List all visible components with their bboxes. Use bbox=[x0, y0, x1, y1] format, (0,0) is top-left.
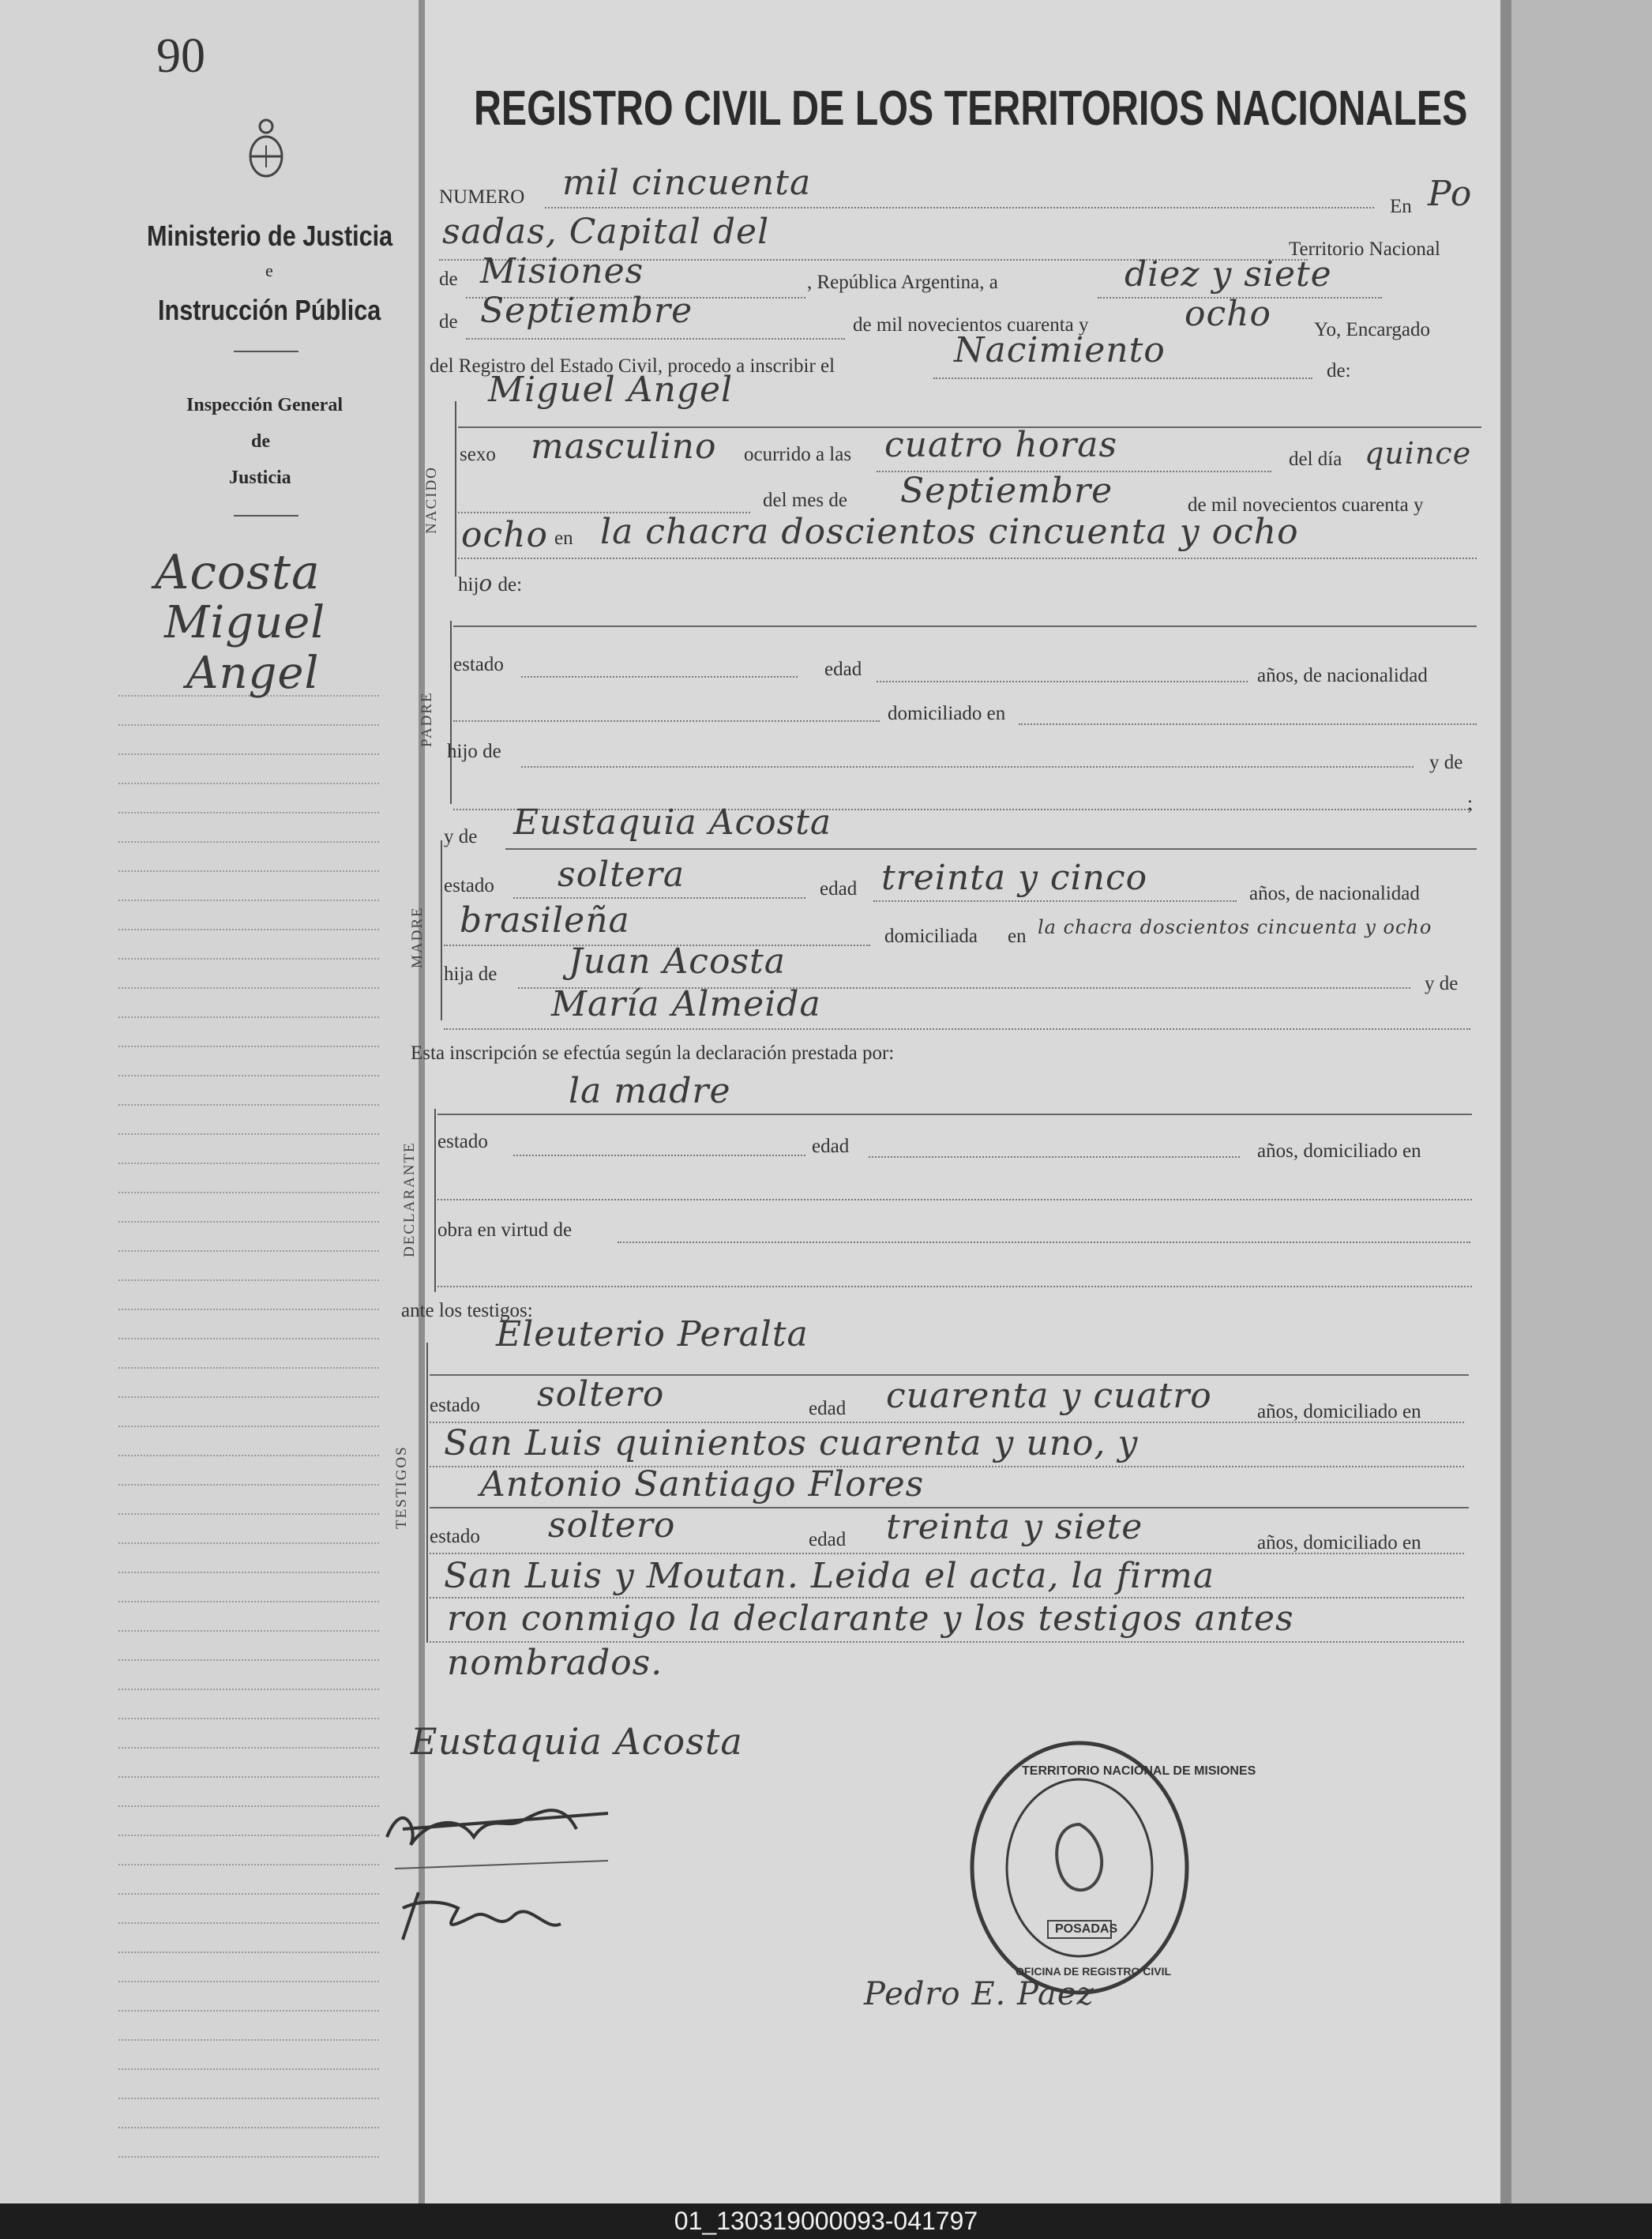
ruled-line bbox=[118, 1922, 379, 1924]
ruled-line bbox=[118, 1455, 379, 1456]
numero-value: mil cincuenta bbox=[562, 163, 812, 203]
solid-line bbox=[505, 848, 1477, 850]
dotted-line bbox=[933, 378, 1312, 379]
dotted-line bbox=[1019, 723, 1477, 725]
coat-of-arms-icon bbox=[246, 118, 286, 178]
padre-estado-label: estado bbox=[453, 654, 504, 675]
madre-edad-value: treinta y cinco bbox=[881, 858, 1148, 898]
anio-text: de mil novecientos cuarenta y bbox=[1188, 494, 1424, 516]
ruled-line bbox=[118, 1279, 379, 1281]
left-margin bbox=[0, 0, 419, 2203]
ruled-line bbox=[118, 1835, 379, 1836]
yo-text: Yo, Encargado bbox=[1314, 319, 1430, 340]
madre-y-de-label: y de bbox=[444, 826, 478, 847]
hora-value: cuatro horas bbox=[884, 425, 1118, 465]
month-value: Septiembre bbox=[480, 291, 693, 331]
place-value: sadas, Capital del bbox=[442, 212, 770, 252]
en-label: En bbox=[1390, 196, 1412, 217]
ruled-line bbox=[118, 870, 379, 872]
ruled-line bbox=[118, 1221, 379, 1223]
margin-given-name-2: Angel bbox=[186, 648, 320, 699]
stamp-text-top: TERRITORIO NACIONAL DE MISIONES bbox=[1022, 1764, 1256, 1778]
testigo1-edad-value: cuarenta y cuatro bbox=[886, 1376, 1212, 1416]
officer-signature: Pedro E. Paez bbox=[864, 1976, 1094, 2012]
ruled-line bbox=[118, 1718, 379, 1719]
madre-estado-label: estado bbox=[444, 875, 494, 896]
padre-domiciliado-label: domiciliado en bbox=[888, 703, 1006, 724]
ruled-line bbox=[118, 2068, 379, 2070]
nacido-bracket bbox=[455, 401, 456, 577]
ocurrido-label: ocurrido a las bbox=[744, 444, 852, 465]
ruled-line bbox=[118, 1396, 379, 1398]
dotted-line bbox=[430, 1553, 1464, 1554]
ruled-line bbox=[118, 1893, 379, 1895]
testigo1-domicilio: San Luis quinientos cuarenta y uno, y bbox=[444, 1423, 1139, 1463]
ruled-line bbox=[118, 2098, 379, 2099]
year-text: de mil novecientos cuarenta y bbox=[853, 314, 1089, 336]
registro-text: del Registro del Estado Civil, procedo a inscribir el bbox=[430, 355, 835, 377]
hijo-de-label: de: bbox=[497, 574, 523, 595]
madre-nacionalidad: brasileña bbox=[460, 900, 630, 941]
testigos-bracket bbox=[426, 1343, 428, 1643]
madre-edad-label: edad bbox=[820, 878, 858, 900]
ruled-line bbox=[118, 1426, 379, 1427]
ruled-line bbox=[118, 1864, 379, 1865]
ruled-line bbox=[118, 753, 379, 755]
ruled-line bbox=[118, 958, 379, 960]
inspection-line3: Justicia bbox=[229, 468, 291, 488]
witness-signatures bbox=[371, 1782, 632, 1955]
dotted-line bbox=[437, 1286, 1472, 1287]
day-value: diez y siete bbox=[1124, 254, 1332, 295]
nacido-en-label: en bbox=[554, 528, 573, 549]
ruled-line bbox=[118, 1016, 379, 1018]
madre-domicilio: la chacra doscientos cincuenta y ocho bbox=[1038, 916, 1432, 938]
ruled-line bbox=[118, 1338, 379, 1339]
mes-label: del mes de bbox=[763, 490, 847, 511]
testigos-section-label: TESTIGOS bbox=[393, 1445, 410, 1529]
testigo2-edad-label: edad bbox=[809, 1529, 847, 1550]
ministry-line2: e bbox=[265, 261, 273, 280]
del-dia-label: del día bbox=[1289, 449, 1342, 470]
padre-anios-label: años, de nacionalidad bbox=[1257, 665, 1428, 686]
testigo2-estado-label: estado bbox=[430, 1526, 480, 1547]
stamp-text-bottom: OFICINA DE REGISTRO CIVIL bbox=[1016, 1965, 1172, 1978]
de2-label: de bbox=[439, 311, 458, 332]
madre-domiciliada-label: domiciliada bbox=[884, 926, 978, 947]
padre-y-de-label: y de bbox=[1429, 752, 1463, 773]
ruled-line bbox=[118, 1659, 379, 1661]
testigo2-name: Antonio Santiago Flores bbox=[480, 1464, 925, 1505]
closing-line-3: nombrados. bbox=[447, 1643, 663, 1683]
ruled-line bbox=[118, 1981, 379, 1982]
ruled-line bbox=[118, 1309, 379, 1310]
ministry-line3: Instrucción Pública bbox=[158, 294, 381, 326]
ruled-line bbox=[118, 1776, 379, 1778]
dotted-line bbox=[437, 1199, 1472, 1200]
ruled-line bbox=[118, 724, 379, 726]
padre-section-label: PADRE bbox=[419, 691, 435, 747]
page-edge-line bbox=[1500, 0, 1511, 2203]
page-number: 90 bbox=[156, 29, 205, 83]
testigo1-name: Eleuterio Peralta bbox=[496, 1314, 809, 1354]
madre-anios-label: años, de nacionalidad bbox=[1249, 883, 1420, 904]
ruled-line bbox=[118, 1952, 379, 1953]
ruled-line bbox=[118, 783, 379, 784]
ruled-line bbox=[118, 2010, 379, 2012]
republica-label: , República Argentina, a bbox=[807, 272, 998, 293]
testigo2-edad-value: treinta y siete bbox=[886, 1507, 1143, 1547]
dotted-line bbox=[873, 900, 1237, 902]
ruled-line bbox=[118, 2127, 379, 2128]
ruled-line bbox=[118, 812, 379, 813]
ruled-line bbox=[118, 2039, 379, 2041]
ruled-line bbox=[118, 900, 379, 901]
madre-madre-value: María Almeida bbox=[551, 984, 821, 1024]
ruled-line bbox=[118, 2156, 379, 2158]
dotted-line bbox=[453, 720, 880, 722]
ruled-line bbox=[118, 1513, 379, 1515]
declarante-signature: Eustaquia Acosta bbox=[411, 1720, 743, 1763]
testigo1-estado-value: soltero bbox=[537, 1374, 665, 1414]
adjacent-page bbox=[1511, 0, 1652, 2203]
padre-semicolon: ; bbox=[1467, 793, 1473, 814]
inspection-line2: de bbox=[251, 431, 270, 452]
testigo2-estado-value: soltero bbox=[548, 1505, 676, 1546]
madre-y-de2-label: y de bbox=[1425, 973, 1459, 994]
madre-bracket bbox=[441, 840, 442, 1020]
closing-line-1: San Luis y Moutan. Leida el acta, la firma bbox=[444, 1556, 1215, 1596]
ruled-line bbox=[118, 1192, 379, 1193]
padre-bracket bbox=[450, 621, 452, 804]
ruled-line bbox=[118, 1484, 379, 1486]
nacido-section-label: NACIDO bbox=[423, 466, 440, 534]
ruled-line bbox=[118, 1163, 379, 1164]
dotted-line bbox=[545, 207, 1374, 208]
declarante-anios-label: años, domiciliado en bbox=[1257, 1140, 1421, 1162]
solid-line bbox=[453, 625, 1477, 627]
ruled-line bbox=[118, 1805, 379, 1807]
ruled-line bbox=[118, 929, 379, 930]
dotted-line bbox=[513, 897, 805, 899]
sexo-value: masculino bbox=[531, 426, 717, 467]
dotted-line bbox=[444, 1028, 1470, 1030]
stamp-city: POSADAS bbox=[1055, 1922, 1118, 1936]
ruled-line bbox=[118, 1046, 379, 1047]
ruled-line bbox=[118, 987, 379, 989]
ruled-line bbox=[118, 1075, 379, 1076]
solid-line bbox=[437, 1114, 1472, 1115]
ruled-line bbox=[118, 1572, 379, 1573]
declarante-estado-label: estado bbox=[437, 1131, 488, 1152]
ruled-line bbox=[118, 1630, 379, 1632]
testigo1-edad-label: edad bbox=[809, 1398, 847, 1419]
declarante-name: la madre bbox=[569, 1071, 731, 1111]
closing-line-2: ron conmigo la declarante y los testigos antes bbox=[447, 1598, 1294, 1639]
inspection-line1: Inspección General bbox=[186, 395, 343, 415]
hijo-prefix: hij bbox=[458, 574, 479, 595]
dotted-line bbox=[618, 1242, 1470, 1243]
declarante-section-label: DECLARANTE bbox=[401, 1141, 418, 1257]
de-label: de bbox=[439, 269, 458, 290]
dotted-line bbox=[869, 1156, 1240, 1158]
dotted-line bbox=[521, 766, 1414, 768]
testigo1-estado-label: estado bbox=[430, 1395, 480, 1416]
act-value: Nacimiento bbox=[954, 330, 1166, 370]
ruled-line bbox=[118, 1542, 379, 1544]
anio-value: ocho bbox=[461, 515, 548, 555]
ministry-line1: Ministerio de Justicia bbox=[147, 220, 393, 252]
dotted-line bbox=[458, 558, 1477, 559]
margin-divider bbox=[234, 351, 298, 352]
territorio-label: Territorio Nacional bbox=[1289, 239, 1440, 260]
dotted-line bbox=[521, 676, 798, 678]
madre-hija-label: hija de bbox=[444, 964, 497, 985]
de3-label: de: bbox=[1327, 360, 1351, 381]
testigo1-anios-label: años, domiciliado en bbox=[1257, 1401, 1421, 1422]
dotted-line bbox=[877, 681, 1248, 682]
madre-section-label: MADRE bbox=[409, 906, 426, 968]
margin-surname: Acosta bbox=[155, 545, 321, 600]
ruled-line bbox=[118, 841, 379, 843]
territory-value: Misiones bbox=[480, 251, 644, 291]
year-value: ocho bbox=[1185, 294, 1271, 334]
ruled-line bbox=[118, 1689, 379, 1690]
mes-value: Septiembre bbox=[900, 471, 1113, 511]
declarante-obra-label: obra en virtud de bbox=[437, 1219, 573, 1241]
dia-value: quince bbox=[1365, 436, 1472, 471]
dotted-line bbox=[513, 1155, 805, 1156]
madre-estado-value: soltera bbox=[558, 855, 685, 895]
lugar-value: la chacra doscientos cincuenta y ocho bbox=[600, 512, 1299, 552]
ruled-line bbox=[118, 1133, 379, 1135]
madre-en-label: en bbox=[1008, 926, 1027, 947]
madre-name: Eustaquia Acosta bbox=[513, 802, 832, 843]
hijo-suffix: o bbox=[479, 570, 494, 596]
ruled-line bbox=[118, 1747, 379, 1749]
declarante-edad-label: edad bbox=[812, 1136, 850, 1157]
padre-edad-label: edad bbox=[824, 659, 862, 680]
numero-label: NUMERO bbox=[439, 186, 525, 208]
ruled-line bbox=[118, 1104, 379, 1106]
ruled-line bbox=[118, 1601, 379, 1602]
margin-divider-2 bbox=[234, 515, 298, 517]
margin-given-name-1: Miguel bbox=[164, 597, 326, 648]
testigo2-anios-label: años, domiciliado en bbox=[1257, 1532, 1421, 1553]
declaracion-text: Esta inscripción se efectúa según la declaración prestada por: bbox=[411, 1042, 895, 1064]
padre-hijo-label: hijo de bbox=[447, 741, 501, 762]
declarante-bracket bbox=[434, 1109, 436, 1292]
sexo-label: sexo bbox=[460, 444, 496, 465]
madre-padre-value: Juan Acosta bbox=[569, 941, 786, 982]
en-value: Po bbox=[1428, 174, 1473, 214]
image-id-footer: 01_130319000093-041797 bbox=[0, 2203, 1652, 2239]
hijo-label bbox=[458, 570, 522, 596]
document-title: REGISTRO CIVIL DE LOS TERRITORIOS NACIONALES bbox=[474, 81, 1468, 136]
ruled-line bbox=[118, 1250, 379, 1252]
nacido-name: Miguel Angel bbox=[488, 370, 734, 410]
testigos-label: ante los testigos: bbox=[401, 1300, 533, 1321]
ruled-line bbox=[118, 1367, 379, 1369]
dotted-line bbox=[466, 338, 845, 340]
